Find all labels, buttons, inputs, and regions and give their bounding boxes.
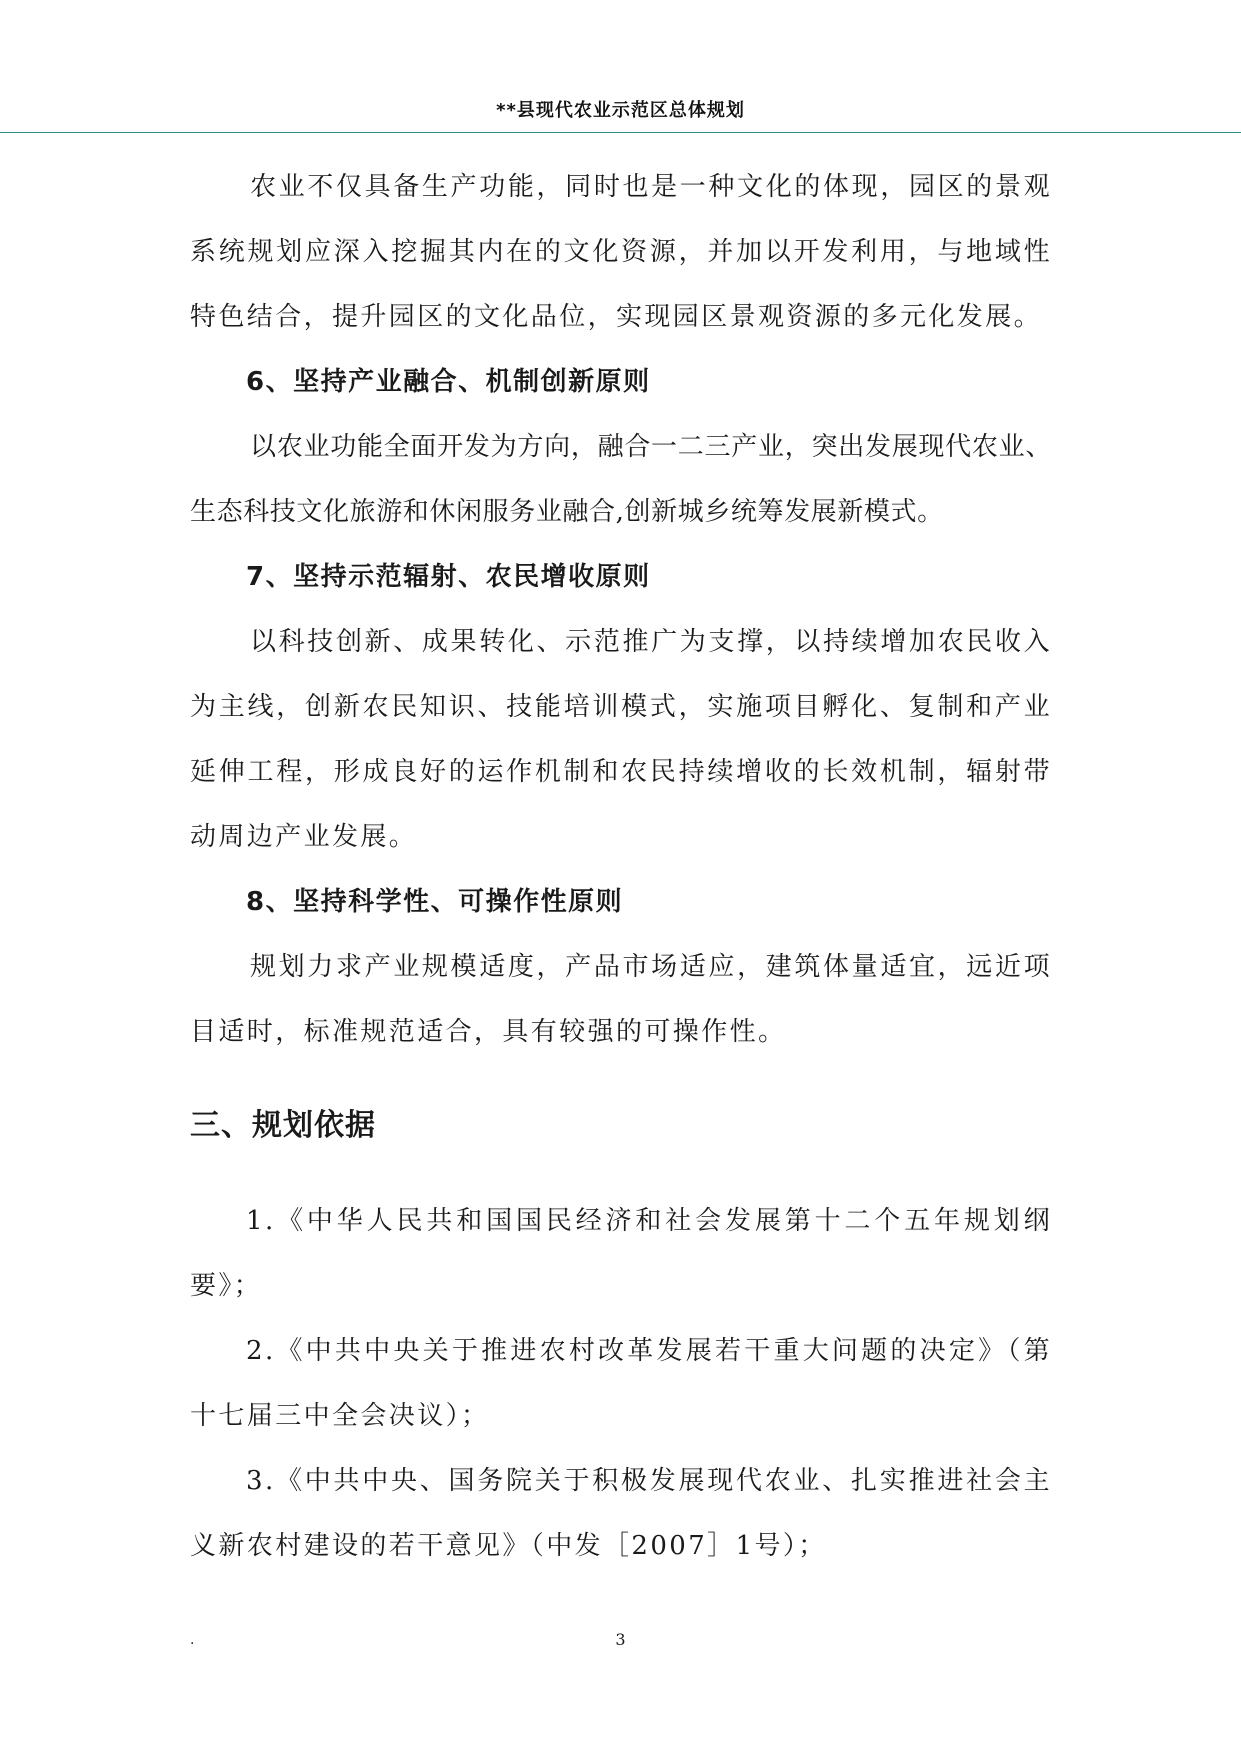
principle-7-heading: 7、坚持示范辐射、农民增收原则 bbox=[246, 562, 651, 592]
section-heading-basis: 三、规划依据 bbox=[190, 1108, 376, 1143]
principle-6-heading: 6、坚持产业融合、机制创新原则 bbox=[246, 367, 651, 397]
principle-8-heading: 8、坚持科学性、可操作性原则 bbox=[246, 887, 624, 917]
reference-item-3: 3.《中共中央、国务院关于积极发展现代农业、扎实推进社会主义新农村建设的若干意见》（中发［2007］1号）； bbox=[190, 1466, 1052, 1561]
principle-7-text: 以科技创新、成果转化、示范推广为支撑，以持续增加农民收入为主线，创新农民知识、技能培训模式，实施项目孵化、复制和产业延伸工程，形成良好的运作机制和农民持续增收的长效机制，辐射带动周边产业发展。 bbox=[190, 627, 1052, 852]
footer-dot: . bbox=[190, 1632, 195, 1648]
reference-item-1: 1.《中华人民共和国国民经济和社会发展第十二个五年规划纲要》； bbox=[190, 1206, 1052, 1301]
principle-8-text: 规划力求产业规模适度，产品市场适应，建筑体量适宜，远近项目适时，标准规范适合，具有较强的可操作性。 bbox=[190, 952, 1052, 1047]
header-divider bbox=[0, 132, 1241, 133]
principle-6-text: 以农业功能全面开发为方向，融合一二三产业，突出发展现代农业、生态科技文化旅游和休闲服务业融合,创新城乡统筹发展新模式。 bbox=[190, 432, 1052, 527]
intro-paragraph: 农业不仅具备生产功能，同时也是一种文化的体现，园区的景观系统规划应深入挖掘其内在的文化资源，并加以开发利用，与地域性特色结合，提升园区的文化品位，实现园区景观资源的多元化发展。 bbox=[190, 172, 1052, 332]
page-number: 3 bbox=[615, 1630, 626, 1649]
reference-item-2: 2.《中共中央关于推进农村改革发展若干重大问题的决定》（第十七届三中全会决议）； bbox=[190, 1336, 1052, 1431]
page-header-title: **县现代农业示范区总体规划 bbox=[496, 100, 745, 121]
document-body bbox=[190, 155, 1052, 1579]
